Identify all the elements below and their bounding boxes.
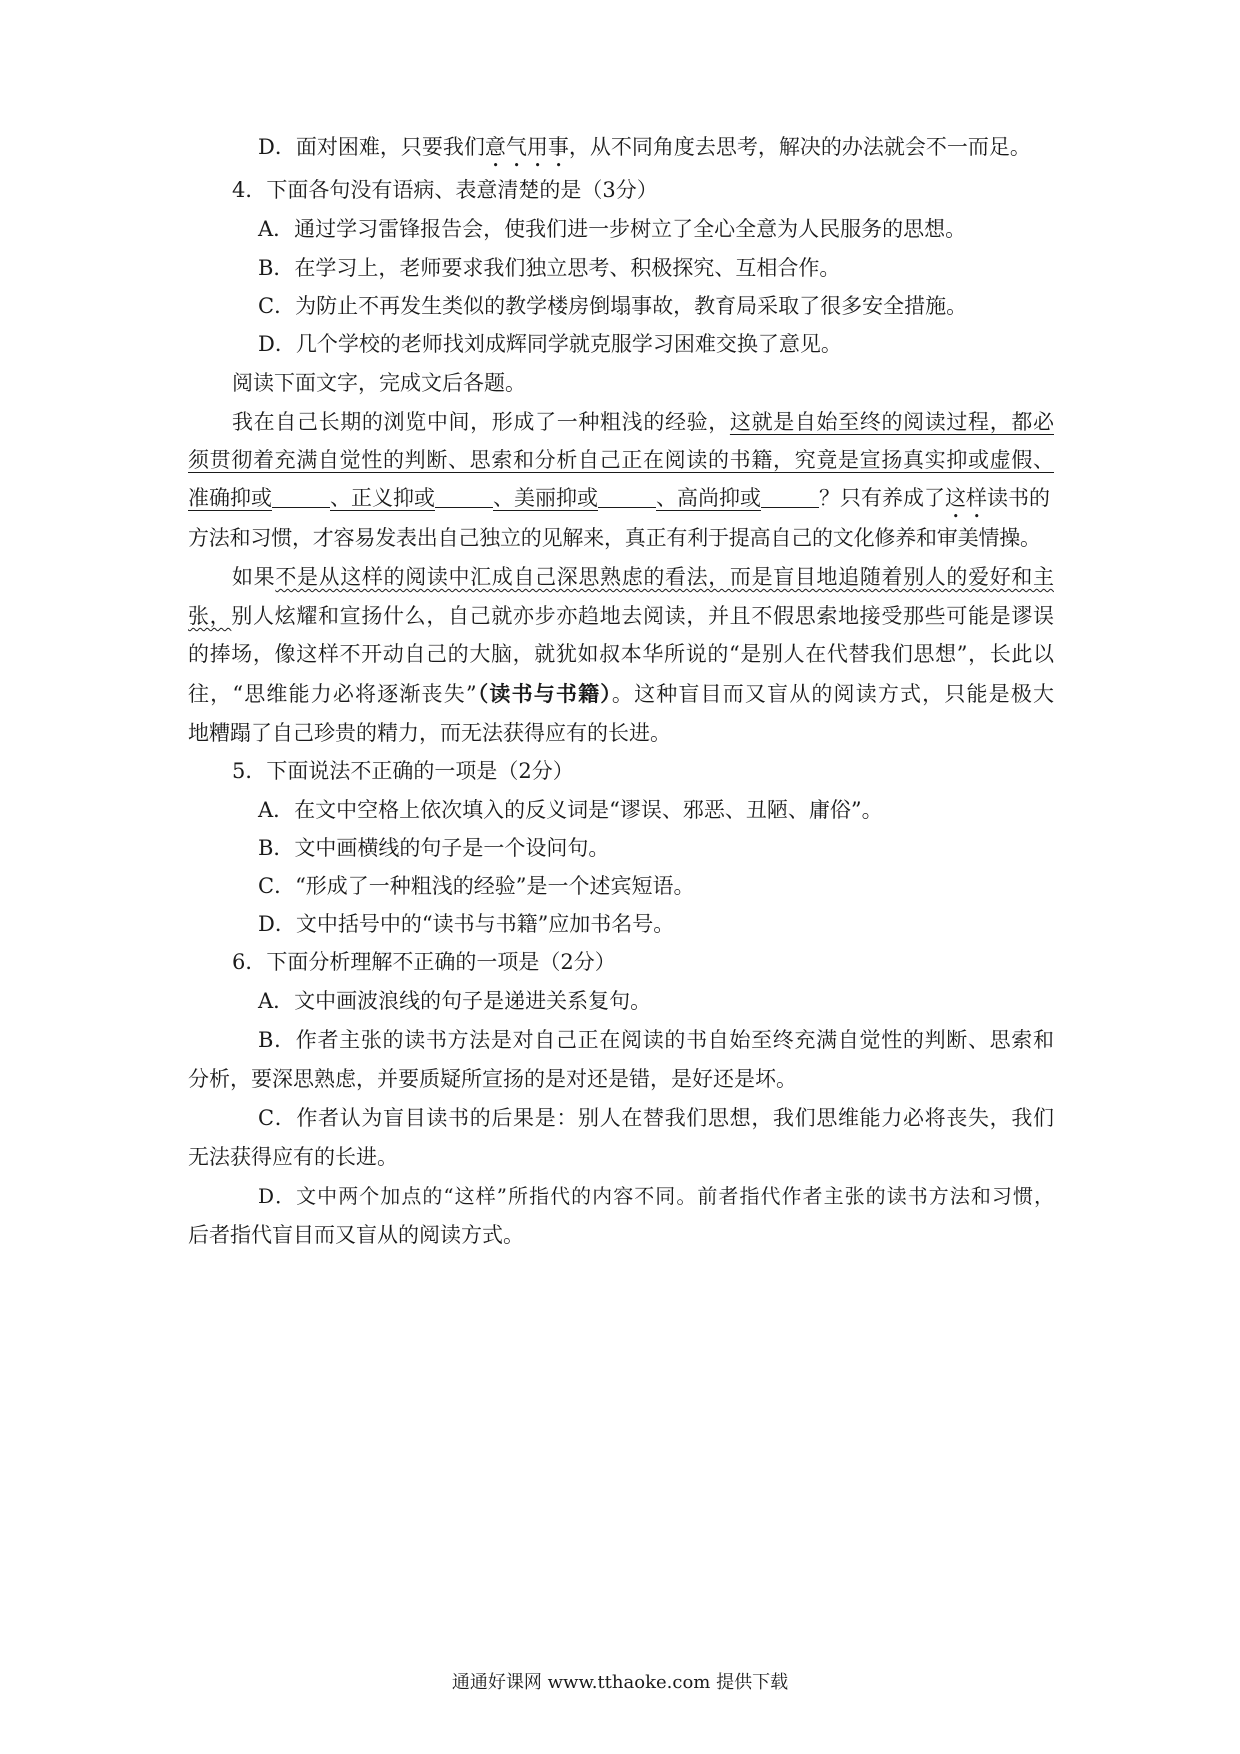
text: 。这种盲目而又盲从的阅读方式，只能是极大	[611, 682, 1054, 706]
text: ？只有养成了	[819, 486, 945, 510]
text: 读书的	[987, 486, 1050, 510]
text: 如果	[232, 565, 276, 589]
q5-option-d: D．文中括号中的“读书与书籍”应加书名号。	[258, 912, 675, 936]
q6-option-b-line2: 分析，要深思熟虑，并要质疑所宣扬的是对还是错，是好还是坏。	[188, 1067, 797, 1091]
footer-source: 通通好课网 www.tthaoke.com 提供下载	[451, 1672, 789, 1693]
underlined-sentence: 须贯彻着充满自觉性的判断、思索和分析自己正在阅读的书籍，究竟是宣扬真实抑或虚假、	[188, 448, 1054, 472]
passage-p1-line1	[232, 408, 1054, 438]
passage-p2-line3	[188, 640, 1054, 670]
underlined-sentence: 这就是自始至终的阅读过程，都必	[729, 410, 1054, 434]
passage-p2-line4	[188, 680, 1054, 710]
passage-p2-line5: 地糟蹋了自己珍贵的精力，而无法获得应有的长进。	[188, 721, 671, 745]
text: D．面对困难，只要我们	[258, 135, 485, 159]
reading-instruction: 阅读下面文字，完成文后各题。	[232, 371, 526, 395]
passage-p1-line4: 方法和习惯，才容易发表出自己独立的见解来，真正有利于提高自己的文化修养和审美情操。	[188, 526, 1041, 550]
q5-stem: 5．下面说法不正确的一项是（2分）	[232, 759, 574, 783]
q4-stem: 4．下面各句没有语病、表意清楚的是（3分）	[232, 178, 658, 202]
q6-option-a: A．文中画波浪线的句子是递进关系复句。	[258, 989, 652, 1013]
passage-p1-line3	[188, 484, 1054, 523]
text: 的捧场，像	[188, 642, 297, 666]
q4-option-a: A．通过学习雷锋报告会，使我们进一步树立了全心全意为人民服务的思想。	[258, 217, 967, 241]
text: 我在自己长期的浏览中间，形成了一种粗浅的经验，	[232, 410, 730, 434]
text: 往，“思维能力必将逐渐丧失”	[188, 682, 477, 706]
passage-p2-line2	[188, 602, 1054, 632]
wavy-sentence: 不是从这样的阅读中汇成自己深思熟虑的看法，而是盲目地追随着别人的爱好和主	[275, 565, 1054, 589]
text: 别人炫耀和宣扬什么，自己就亦步亦趋地去阅读，并且不假思索地接受那些可能是谬误	[231, 604, 1054, 628]
passage-p2-line1	[232, 563, 1054, 593]
q4-option-c: C．为防止不再发生类似的教学楼房倒塌事故，教育局采取了很多安全措施。	[258, 294, 968, 318]
dotted-zheyang: 这样	[296, 642, 340, 666]
underlined-sentence: 、高尚抑或	[656, 486, 761, 510]
blank-4[interactable]	[761, 487, 819, 508]
blank-2[interactable]	[435, 487, 493, 508]
wavy-sentence: 张，	[188, 604, 232, 628]
q5-option-b: B．文中画横线的句子是一个设问句。	[258, 836, 610, 860]
underlined-sentence: 、美丽抑或	[493, 486, 598, 510]
q5-option-a: A．在文中空格上依次填入的反义词是“谬误、邪恶、丑陋、庸俗”。	[258, 798, 883, 822]
dotted-zheyang: 这样	[945, 486, 987, 510]
book-title: （读书与书籍）	[476, 681, 612, 706]
q6-option-d-line2: 后者指代盲目而又盲从的阅读方式。	[188, 1223, 524, 1247]
q6-option-c-line1: C．作者认为盲目读书的后果是：别人在替我们思想，我们思维能力必将丧失，我们	[258, 1106, 1054, 1130]
q6-option-b-line1: B．作者主张的读书方法是对自己正在阅读的书自始至终充满自觉性的判断、思索和	[258, 1028, 1054, 1052]
blank-3[interactable]	[598, 487, 656, 508]
passage-p1-line2	[188, 446, 1054, 476]
q3-option-d	[258, 133, 1031, 172]
text: ，从不同角度去思考，解决的办法就会不一而足。	[568, 135, 1031, 159]
blank-1[interactable]	[272, 487, 330, 508]
underlined-sentence: 准确抑或	[188, 486, 272, 510]
q4-option-b: B．在学习上，老师要求我们独立思考、积极探究、互相合作。	[258, 256, 841, 280]
q5-option-c: C．“形成了一种粗浅的经验”是一个述宾短语。	[258, 874, 695, 898]
text: 不开动自己的大脑，就犹如叔本华所说的“是别人在代替我们思想”，长此以	[339, 642, 1054, 666]
q6-option-c-line2: 无法获得应有的长进。	[188, 1145, 398, 1169]
q4-option-d: D．几个学校的老师找刘成辉同学就克服学习困难交换了意见。	[258, 332, 842, 356]
underlined-sentence: 、正义抑或	[330, 486, 435, 510]
q6-stem: 6．下面分析理解不正确的一项是（2分）	[232, 950, 616, 974]
dotted-phrase: 意气用事	[484, 135, 569, 159]
q6-option-d-line1: D．文中两个加点的“这样”所指代的内容不同。前者指代作者主张的读书方法和习惯，	[258, 1184, 1054, 1208]
